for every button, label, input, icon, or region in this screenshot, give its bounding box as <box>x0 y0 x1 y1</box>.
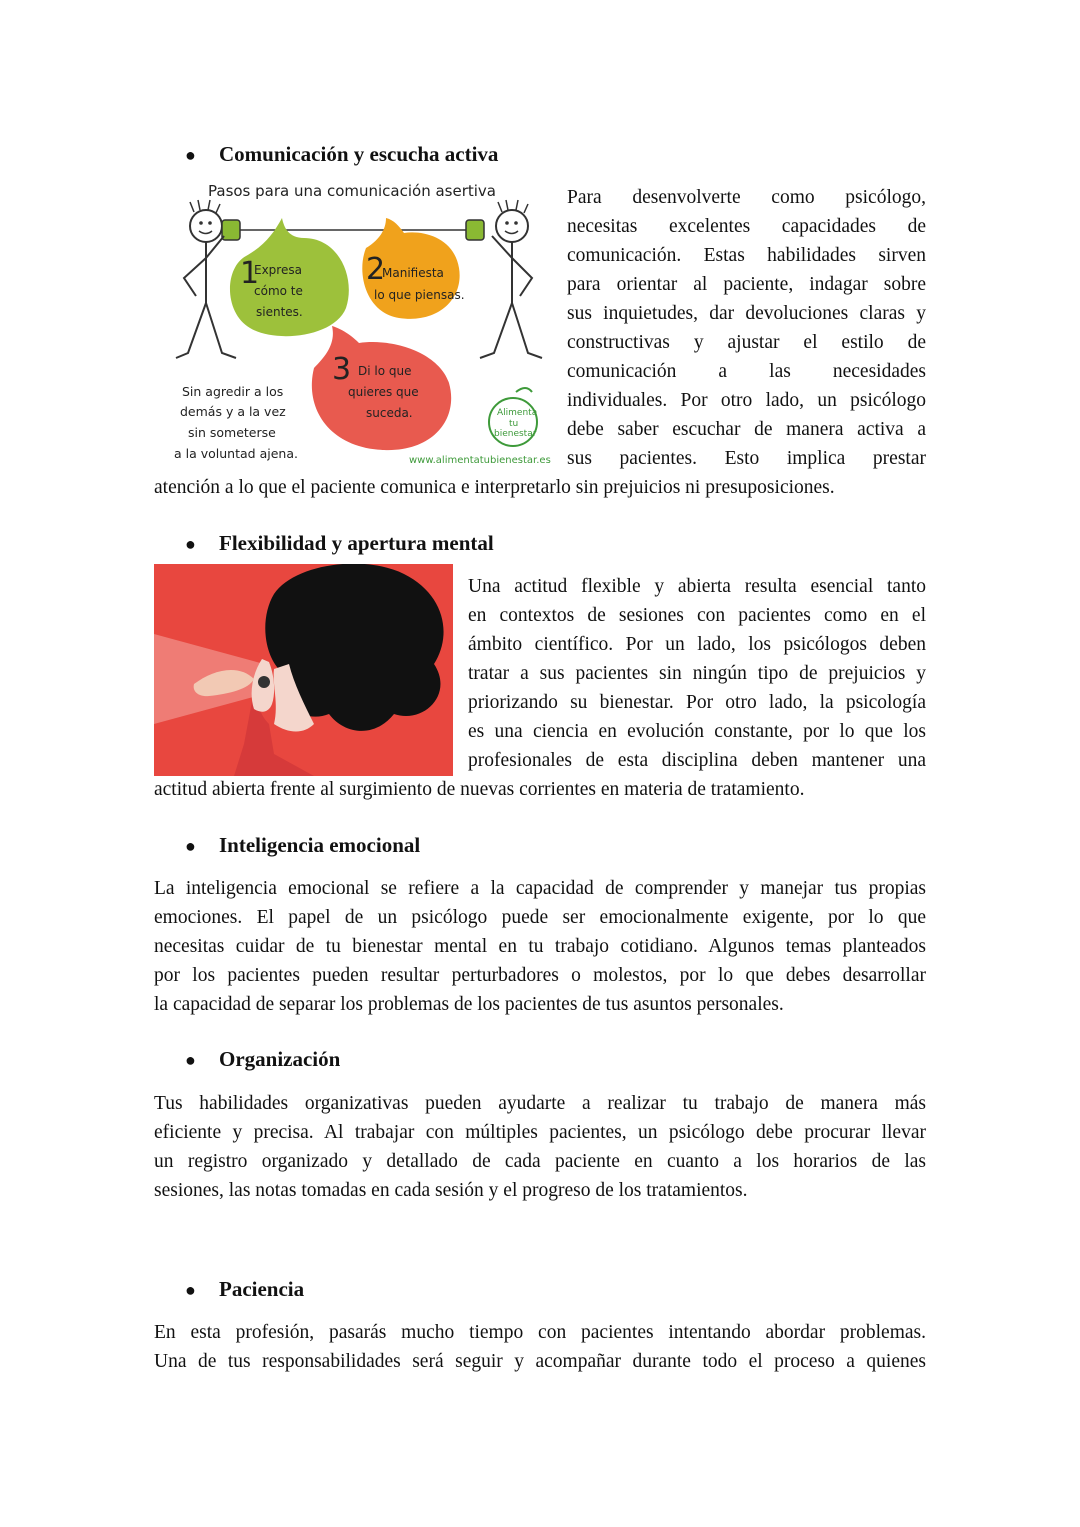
bullet-icon: ● <box>185 534 196 554</box>
flexibilidad-illustration <box>154 564 453 776</box>
step3-line1: Di lo que <box>358 364 412 378</box>
logo-line3: bienestar <box>494 429 537 439</box>
text-line: actitud abierta frente al surgimiento de nuevas corrientes en materia de tratamiento. <box>154 779 805 800</box>
comunicacion-asertiva-illustration <box>154 178 554 470</box>
section-heading-paciencia <box>185 1276 304 1303</box>
text-line: En esta profesión, pasarás mucho tiempo con pacientes intentando abordar problemas. <box>154 1322 926 1343</box>
text-line: debe saber escuchar de manera activa a <box>567 419 926 440</box>
heading-text: Flexibilidad y apertura mental <box>219 531 494 555</box>
section-text-flexibilidad-end <box>154 775 926 804</box>
logo-line2: tu <box>509 419 519 429</box>
section-text-paciencia <box>154 1318 926 1376</box>
section-text-inteligencia <box>154 874 926 1019</box>
note-line4: a la voluntad ajena. <box>174 446 298 461</box>
illustration-drawing <box>154 564 453 776</box>
text-line: priorizando su bienestar. Por otro lado, la psicología <box>468 692 926 713</box>
step1-line3: sientes. <box>256 305 303 319</box>
text-line: emociones. El papel de un psicólogo puede ser emocionalmente exigente, por lo que <box>154 907 926 928</box>
step3-line3: suceda. <box>366 406 413 420</box>
text-line: eficiente y precisa. Al trabajar con múltiples pacientes, un psicólogo debe procurar llevar <box>154 1122 926 1143</box>
bullet-icon: ● <box>185 836 196 856</box>
section-text-comunicacion <box>567 183 926 473</box>
text-line: ámbito científico. Por un lado, los psicólogos deben <box>468 634 926 655</box>
heading-text: Inteligencia emocional <box>219 833 421 857</box>
text-line: para orientar al paciente, indagar sobre <box>567 274 926 295</box>
text-line: La inteligencia emocional se refiere a la capacidad de comprender y manejar tus propias <box>154 878 926 899</box>
illustration-url: www.alimentatubienestar.es <box>409 455 551 466</box>
text-line: constructivas y ajustar el estilo de <box>567 332 926 353</box>
heading-text: Paciencia <box>219 1277 305 1301</box>
text-line: necesitas cuidar de tu bienestar mental en tu trabajo cotidiano. Algunos temas planteados <box>154 936 926 957</box>
text-line: atención a lo que el paciente comunica e interpretarlo sin prejuicios ni presuposiciones. <box>154 477 835 498</box>
heading-text: Comunicación y escucha activa <box>219 142 499 166</box>
section-heading-comunicacion <box>185 141 498 168</box>
text-line: Una de tus responsabilidades será seguir y acompañar durante todo el proceso a quienes <box>154 1351 926 1372</box>
text-line: sesiones, las notas tomadas en cada sesión y el progreso de los tratamientos. <box>154 1180 748 1201</box>
heading-text: Organización <box>219 1047 341 1071</box>
bullet-icon: ● <box>185 1050 196 1070</box>
text-line: la capacidad de separar los problemas de los pacientes de tus asuntos personales. <box>154 994 784 1015</box>
text-line: sus inquietudes, dar devoluciones claras y <box>567 303 926 324</box>
step1-number: 1 <box>240 256 260 291</box>
step2-number: 2 <box>366 252 386 287</box>
text-line: sus pacientes. Esto implica prestar <box>567 448 926 469</box>
text-line: un registro organizado y detallado de cada paciente en cuanto a los horarios de las <box>154 1151 926 1172</box>
section-heading-inteligencia <box>185 832 420 859</box>
section-heading-flexibilidad <box>185 530 494 557</box>
text-line: comunicación. Estas habilidades sirven <box>567 245 926 266</box>
step1-line2: cómo te <box>254 284 303 298</box>
text-line: Tus habilidades organizativas pueden ayudarte a realizar tu trabajo de manera más <box>154 1093 926 1114</box>
note-line1: Sin agredir a los <box>182 384 284 399</box>
section-text-flexibilidad <box>468 572 926 775</box>
text-line: individuales. Por otro lado, un psicólogo <box>567 390 926 411</box>
section-text-organizacion <box>154 1089 926 1205</box>
step3-number: 3 <box>332 352 352 387</box>
text-line: profesionales de esta disciplina deben mantener una <box>468 750 926 771</box>
text-line: en contextos de sesiones con pacientes como en el <box>468 605 926 626</box>
step1-line1: Expresa <box>254 263 302 277</box>
step2-line1: Manifiesta <box>382 266 444 280</box>
step3-line2: quieres que <box>348 385 419 399</box>
text-line: es una ciencia en evolución constante, por lo que los <box>468 721 926 742</box>
text-line: comunicación a las necesidades <box>567 361 926 382</box>
note-line3: sin someterse <box>188 425 276 440</box>
text-line: Una actitud flexible y abierta resulta esencial tanto <box>468 576 926 597</box>
illustration-title: Pasos para una comunicación asertiva <box>208 182 496 200</box>
text-line: Para desenvolverte como psicólogo, <box>567 187 926 208</box>
text-line: por los pacientes pueden resultar perturbadores o molestos, por lo que debes desarrollar <box>154 965 926 986</box>
logo-line1: Alimenta <box>497 408 538 418</box>
bullet-icon: ● <box>185 1280 196 1300</box>
text-line: necesitas excelentes capacidades de <box>567 216 926 237</box>
bullet-icon: ● <box>185 145 196 165</box>
section-text-comunicacion-end <box>154 473 926 502</box>
step2-line2: lo que piensas. <box>374 288 465 302</box>
note-line2: demás y a la vez <box>180 404 286 419</box>
text-line: tratar a sus pacientes sin ningún tipo de prejuicios y <box>468 663 926 684</box>
section-heading-organizacion <box>185 1046 340 1073</box>
